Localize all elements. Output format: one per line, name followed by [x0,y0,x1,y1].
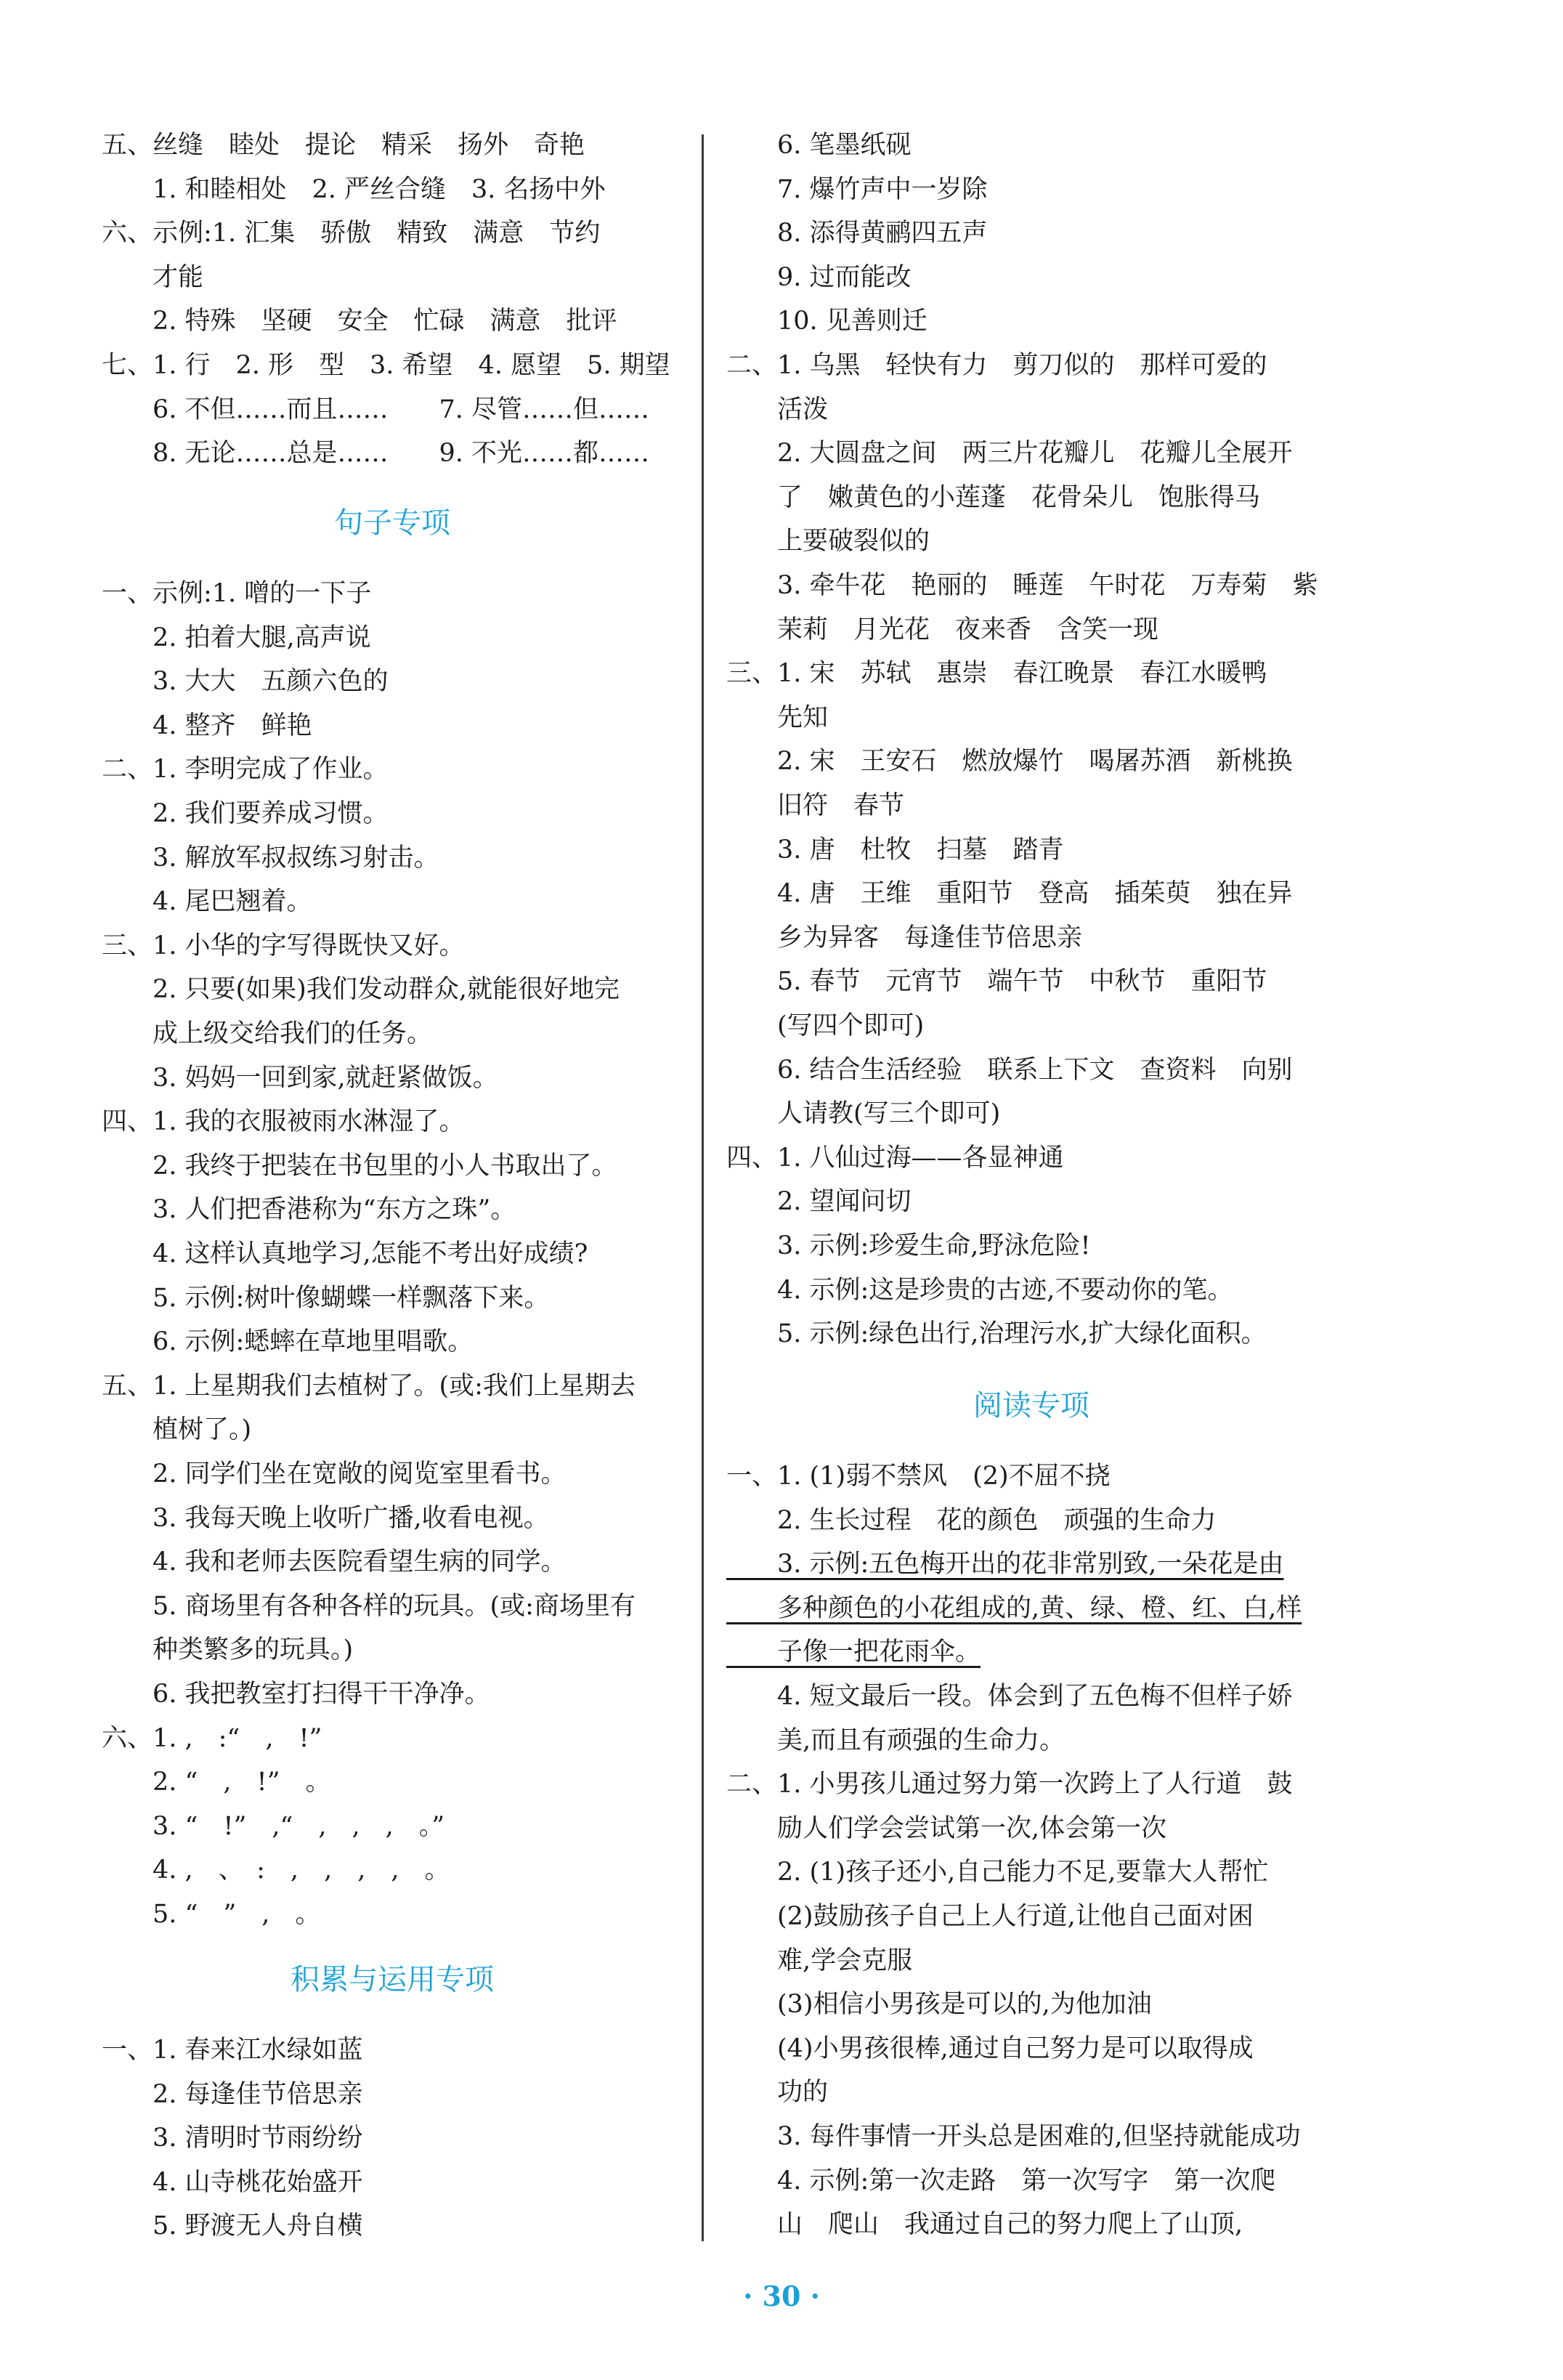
answer-line: 5. 示例:绿色出行,治理污水,扩大绿化面积。 [726,1319,1267,1349]
answer-line: 2. (1)孩子还小,自己能力不足,要靠大人帮忙 [726,1858,1269,1887]
answer-line: 3. “ !” ,“ , , , 。” [102,1811,445,1841]
answer-line: 五、1. 上星期我们去植树了。(或:我们上星期去 [102,1371,636,1401]
answer-line: 3. 人们把香港称为“东方之珠”。 [102,1195,516,1225]
answer-line: 8. 无论……总是…… 9. 不光……都…… [102,439,650,469]
answer-line: 人请教(写三个即可) [726,1099,1001,1129]
answer-line: 五、丝缝 睦处 提论 精采 扬外 奇艳 [102,131,585,160]
answer-line: 4. 尾巴翘着。 [102,887,312,917]
answer-line: 2. 我终于把装在书包里的小人书取出了。 [102,1151,617,1181]
column-divider [702,134,704,2241]
answer-line: 6. 笔墨纸砚 [726,131,912,160]
answer-line: 10. 见善则迁 [726,307,927,336]
answer-line: 2. 同学们坐在宽敞的阅览室里看书。 [102,1460,567,1489]
section-heading: 句子专项 [334,506,450,540]
answer-line: (3)相信小男孩是可以的,为他加油 [726,1990,1152,2020]
answer-line: 美,而且有顽强的生命力。 [726,1725,1065,1755]
answer-line: 子像一把花雨伞。 [726,1638,981,1667]
answer-line: 6. 我把教室打扫得干干净净。 [102,1680,490,1709]
answer-line: 3. 清明时节雨纷纷 [102,2124,363,2153]
answer-line: 成上级交给我们的任务。 [102,1019,433,1048]
answer-line: 二、1. 乌黑 轻快有力 剪刀似的 那样可爱的 [726,351,1267,380]
answer-line: 4. 我和老师去医院看望生病的同学。 [102,1547,567,1577]
answer-line: 2. 拍着大腿,高声说 [102,623,371,652]
answer-line: 5. 野渡无人舟自横 [102,2211,363,2241]
answer-line: 2. 生长过程 花的颜色 顽强的生命力 [726,1505,1217,1535]
answer-line: 了 嫩黄色的小莲蓬 花骨朵儿 饱胀得马 [726,482,1261,512]
answer-line: 2. 宋 王安石 燃放爆竹 喝屠苏酒 新桃换 [726,747,1293,777]
answer-line: 功的 [726,2078,829,2108]
answer-line: 3. 示例:珍爱生命,野泳危险! [726,1231,1091,1260]
answer-line: 4. , 、 : , , , , 。 [102,1855,450,1885]
answer-line: 三、1. 宋 苏轼 惠崇 春江晚景 春江水暖鸭 [726,659,1267,689]
answer-line: 一、1. 春来江水绿如蓝 [102,2036,363,2065]
answer-line: 7. 爆竹声中一岁除 [726,174,988,204]
answer-line: 4. 整齐 鲜艳 [102,711,312,740]
answer-line: 4. 唐 王维 重阳节 登高 插茱萸 独在异 [726,879,1293,909]
answer-line: 1. 和睦相处 2. 严丝合缝 3. 名扬中外 [102,174,606,204]
answer-line: 七、1. 行 2. 形 型 3. 希望 4. 愿望 5. 期望 [102,351,670,380]
answer-line: 2. “ , !” 。 [102,1768,331,1797]
answer-line: 茉莉 月光花 夜来香 含笑一现 [726,615,1159,644]
answer-line: 多种颜色的小花组成的,黄、绿、橙、红、白,样 [726,1593,1302,1623]
answer-line: 3. 牵牛花 艳丽的 睡莲 午时花 万寿菊 紫 [726,571,1318,600]
answer-line: 5. 商场里有各种各样的玩具。(或:商场里有 [102,1591,636,1621]
answer-line: 活泼 [726,394,829,424]
answer-line: 3. 每件事情一开头总是困难的,但坚持就能成功 [726,2122,1301,2151]
answer-line: 4. 示例:这是珍贵的古迹,不要动你的笔。 [726,1275,1233,1305]
answer-line: 二、1. 李明完成了作业。 [102,755,389,785]
answer-line: 一、1. (1)弱不禁风 (2)不屈不挠 [726,1462,1111,1491]
answer-line: 种类繁多的玩具。) [102,1635,354,1665]
answer-line: 4. 这样认真地学习,怎能不考出好成绩? [102,1239,588,1268]
answer-line: 2. 大圆盘之间 两三片花瓣儿 花瓣儿全展开 [726,439,1293,469]
answer-line: 励人们学会尝试第一次,体会第一次 [726,1813,1167,1843]
answer-line: (4)小男孩很棒,通过自己努力是可以取得成 [726,2033,1254,2063]
answer-line: (2)鼓励孩子自己上人行道,让他自己面对困 [726,1902,1254,1931]
answer-line: 先知 [726,703,829,732]
answer-line: 六、示例:1. 汇集 骄傲 精致 满意 节约 [102,219,601,248]
answer-line: 4. 山寺桃花始盛开 [102,2167,363,2197]
answer-line: 5. 春节 元宵节 端午节 中秋节 重阳节 [726,967,1267,997]
answer-line: 植树了。) [102,1415,252,1445]
answer-line: 3. 唐 杜牧 扫墓 踏青 [726,835,1064,865]
answer-line: 4. 短文最后一段。体会到了五色梅不但样子娇 [726,1682,1293,1711]
answer-line: 2. 特殊 坚硬 安全 忙碌 满意 批评 [102,307,617,336]
answer-line: 6. 结合生活经验 联系上下文 查资料 向别 [726,1055,1293,1085]
answer-line: 难,学会克服 [726,1946,913,1975]
answer-line: 四、1. 八仙过海——各显神通 [726,1143,1064,1173]
answer-line: 3. 我每天晚上收听广播,收看电视。 [102,1503,549,1533]
answer-line: 9. 过而能改 [726,262,912,292]
answer-line: 上要破裂似的 [726,527,930,556]
answer-line: 二、1. 小男孩儿通过努力第一次跨上了人行道 鼓 [726,1770,1293,1800]
section-heading: 积累与运用专项 [291,1963,494,1996]
answer-line: 6. 示例:蟋蟀在草地里唱歌。 [102,1327,474,1357]
answer-line: 山 爬山 我通过自己的努力爬上了山顶, [726,2210,1243,2240]
answer-line: 四、1. 我的衣服被雨水淋湿了。 [102,1107,465,1137]
answer-line: 三、1. 小华的字写得既快又好。 [102,931,465,960]
page-number: · 30 · [743,2280,820,2312]
answer-line: 3. 妈妈一回到家,就赶紧做饭。 [102,1063,498,1093]
answer-line: 2. 只要(如果)我们发动群众,就能很好地完 [102,975,620,1005]
answer-line: 4. 示例:第一次走路 第一次写字 第一次爬 [726,2166,1276,2195]
answer-line: 六、1. , :“ , !” [102,1723,322,1753]
section-heading: 阅读专项 [973,1389,1089,1422]
answer-line: 8. 添得黄鹂四五声 [726,219,988,248]
answer-line: 旧符 春节 [726,791,905,820]
answer-line: 3. 大大 五颜六色的 [102,667,389,697]
answer-line: 乡为异客 每逢佳节倍思亲 [726,923,1083,952]
answer-line: 3. 解放军叔叔练习射击。 [102,843,439,873]
answer-line: 6. 不但……而且…… 7. 尽管……但…… [102,394,650,424]
answer-line: 一、示例:1. 噌的一下子 [102,579,372,608]
answer-line: 才能 [102,262,204,292]
answer-line: 2. 我们要养成习惯。 [102,799,389,828]
answer-line: (写四个即可) [726,1011,925,1040]
answer-line: 3. 示例:五色梅开出的花非常别致,一朵花是由 [726,1550,1284,1579]
answer-line: 2. 每逢佳节倍思亲 [102,2079,363,2109]
answer-line: 5. 示例:树叶像蝴蝶一样飘落下来。 [102,1283,550,1313]
answer-line: 5. “ ” , 。 [102,1900,321,1929]
answer-line: 2. 望闻问切 [726,1187,912,1217]
